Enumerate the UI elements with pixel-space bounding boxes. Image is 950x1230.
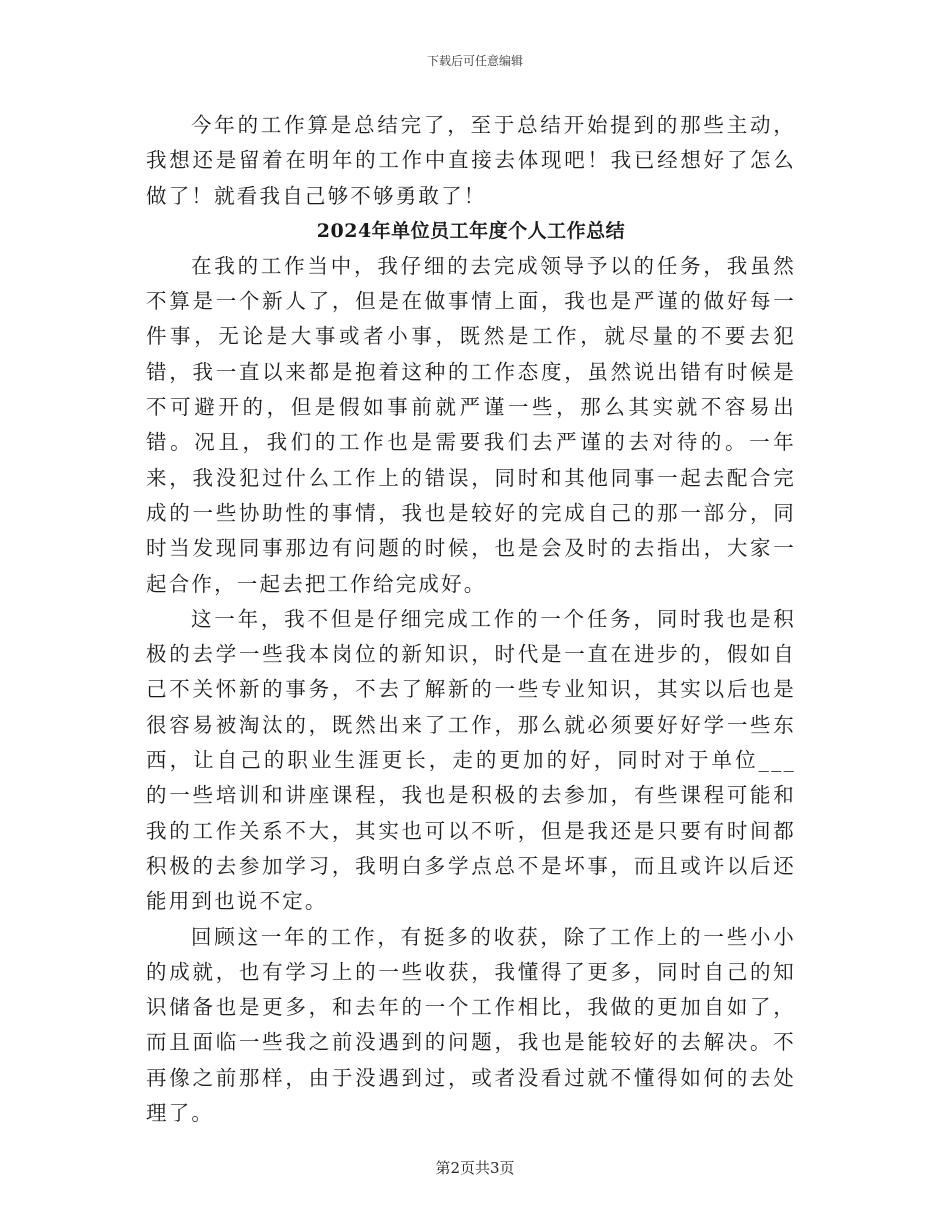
page-number-footer: 第2页共3页 <box>435 1159 515 1177</box>
body-paragraph-1: 在我的工作当中，我仔细的去完成领导予以的任务，我虽然不算是一个新人了，但是在做事情上面，我也是严谨的做好每一件事，无论是大事或者小事，既然是工作，就尽量的不要去犯错，我一直以来都是抱着这种的工作态度，虽然说出错有时候是不可避开的，但是假如事前就严谨一些，那么其实就不容易出错。况且，我们的工作也是需要我们去严谨的去对待的。一年来，我没犯过什么工作上的错误，同时和其他同事一起去配合完成的一些协助性的事情，我也是较好的完成自己的那一部分，同时当发现同事那边有问题的时候，也是会及时的去指出，大家一起合作，一起去把工作给完成好。 <box>146 253 796 596</box>
document-body <box>146 108 796 1131</box>
body-paragraph-2: 这一年，我不但是仔细完成工作的一个任务，同时我也是积极的去学一些我本岗位的新知识，时代是一直在进步的，假如自己不关怀新的事务，不去了解新的一些专业知识，其实以后也是很容易被淘汰的，既然出来了工作，那么就必须要好好学一些东西，让自己的职业生涯更长，走的更加的好，同时对于单位___的一些培训和讲座课程，我也是积极的去参加，有些课程可能和我的工作关系不大，其实也可以不听，但是我还是只要有时间都积极的去参加学习，我明白多学点总不是坏事，而且或许以后还能用到也说不定。 <box>146 606 796 914</box>
page-header-note: 下载后可任意编辑 <box>426 54 523 68</box>
intro-paragraph: 今年的工作算是总结完了，至于总结开始提到的那些主动，我想还是留着在明年的工作中直接去体现吧！我已经想好了怎么做了！就看我自己够不够勇敢了！ <box>146 113 796 208</box>
body-paragraph-3: 回顾这一年的工作，有挺多的收获，除了工作上的一些小小的成就，也有学习上的一些收获，我懂得了更多，同时自己的知识储备也是更多，和去年的一个工作相比，我做的更加自如了，而且面临一些我之前没遇到的问题，我也是能较好的去解决。不再像之前那样，由于没遇到过，或者没看过就不懂得如何的去处理了。 <box>146 924 796 1126</box>
document-title: 2024年单位员工年度个人工作总结 <box>316 219 626 242</box>
